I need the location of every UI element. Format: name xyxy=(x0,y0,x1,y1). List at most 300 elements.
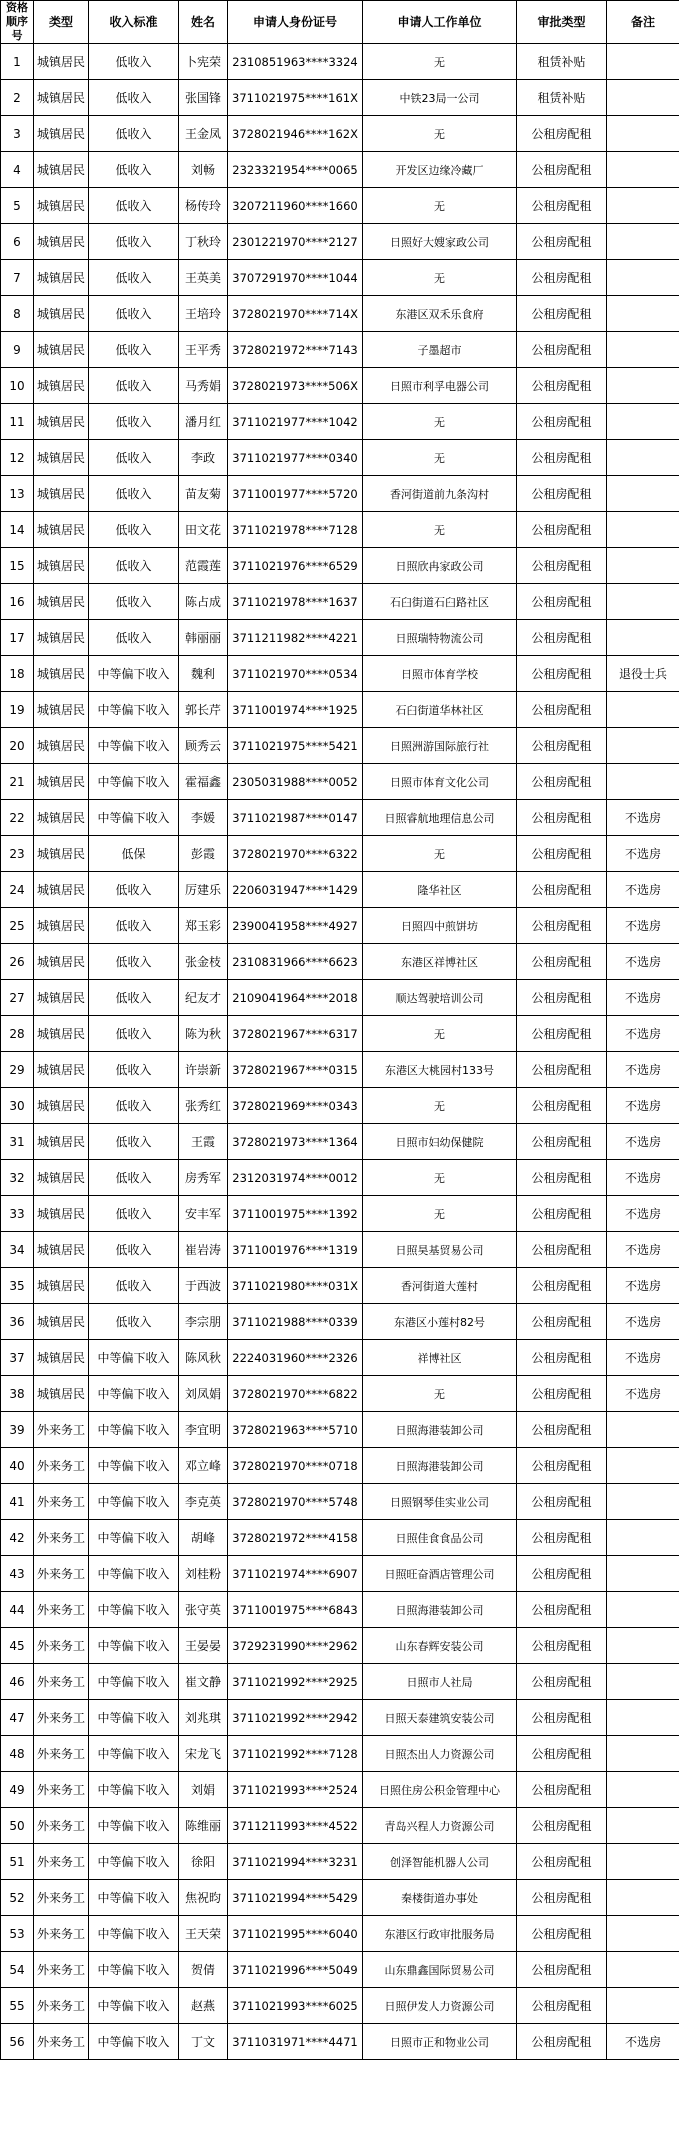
seq-cell: 30 xyxy=(1,1088,34,1124)
id-cell: 3728021970****6822 xyxy=(228,1376,363,1412)
id-cell: 2109041964****2018 xyxy=(228,980,363,1016)
employer-cell: 日照旺奋酒店管理公司 xyxy=(363,1556,517,1592)
remark-cell xyxy=(607,1736,679,1772)
approval-cell: 公租房配租 xyxy=(517,1484,607,1520)
income-cell: 低收入 xyxy=(89,512,179,548)
type-cell: 城镇居民 xyxy=(34,332,89,368)
table-row xyxy=(1,1052,679,1088)
id-cell: 2310851963****3324 xyxy=(228,44,363,80)
income-cell: 低收入 xyxy=(89,1124,179,1160)
table-row xyxy=(1,764,679,800)
income-cell: 中等偏下收入 xyxy=(89,1412,179,1448)
type-cell: 城镇居民 xyxy=(34,44,89,80)
id-cell: 3711021977****1042 xyxy=(228,404,363,440)
income-cell: 低收入 xyxy=(89,980,179,1016)
employer-cell: 中铁23局一公司 xyxy=(363,80,517,116)
remark-cell: 不选房 xyxy=(607,1196,679,1232)
col-header-name: 姓名 xyxy=(179,1,228,44)
income-cell: 中等偏下收入 xyxy=(89,1628,179,1664)
approval-cell: 公租房配租 xyxy=(517,224,607,260)
approval-cell: 公租房配租 xyxy=(517,1736,607,1772)
seq-cell: 48 xyxy=(1,1736,34,1772)
name-cell: 王天荣 xyxy=(179,1916,228,1952)
employer-cell: 日照伊发人力资源公司 xyxy=(363,1988,517,2024)
table-row xyxy=(1,692,679,728)
id-cell: 3711021975****161X xyxy=(228,80,363,116)
approval-cell: 公租房配租 xyxy=(517,512,607,548)
income-cell: 中等偏下收入 xyxy=(89,1916,179,1952)
seq-cell: 36 xyxy=(1,1304,34,1340)
seq-cell: 51 xyxy=(1,1844,34,1880)
remark-cell xyxy=(607,1916,679,1952)
id-cell: 3728021963****5710 xyxy=(228,1412,363,1448)
id-cell: 3711001975****6843 xyxy=(228,1592,363,1628)
income-cell: 中等偏下收入 xyxy=(89,1736,179,1772)
employer-cell: 石臼街道华林社区 xyxy=(363,692,517,728)
table-row xyxy=(1,1808,679,1844)
remark-cell: 不选房 xyxy=(607,1232,679,1268)
header-row xyxy=(1,1,679,44)
id-cell: 3711001976****1319 xyxy=(228,1232,363,1268)
col-header-income: 收入标准 xyxy=(89,1,179,44)
approval-cell: 公租房配租 xyxy=(517,836,607,872)
income-cell: 中等偏下收入 xyxy=(89,692,179,728)
type-cell: 外来务工 xyxy=(34,2024,89,2060)
employer-cell: 无 xyxy=(363,1196,517,1232)
type-cell: 外来务工 xyxy=(34,1988,89,2024)
seq-cell: 9 xyxy=(1,332,34,368)
approval-cell: 公租房配租 xyxy=(517,1880,607,1916)
name-cell: 霍福鑫 xyxy=(179,764,228,800)
table-row xyxy=(1,1268,679,1304)
id-cell: 2206031947****1429 xyxy=(228,872,363,908)
remark-cell xyxy=(607,116,679,152)
remark-cell: 不选房 xyxy=(607,1160,679,1196)
employer-cell: 无 xyxy=(363,188,517,224)
remark-cell xyxy=(607,368,679,404)
income-cell: 中等偏下收入 xyxy=(89,1592,179,1628)
income-cell: 低收入 xyxy=(89,1232,179,1268)
name-cell: 王平秀 xyxy=(179,332,228,368)
name-cell: 王培玲 xyxy=(179,296,228,332)
income-cell: 中等偏下收入 xyxy=(89,800,179,836)
approval-cell: 公租房配租 xyxy=(517,728,607,764)
employer-cell: 东港区小莲村82号 xyxy=(363,1304,517,1340)
name-cell: 许崇新 xyxy=(179,1052,228,1088)
id-cell: 3711021992****2925 xyxy=(228,1664,363,1700)
remark-cell xyxy=(607,44,679,80)
income-cell: 中等偏下收入 xyxy=(89,1340,179,1376)
col-header-type: 类型 xyxy=(34,1,89,44)
table-row xyxy=(1,1916,679,1952)
table-row xyxy=(1,44,679,80)
type-cell: 外来务工 xyxy=(34,1520,89,1556)
table-row xyxy=(1,404,679,440)
income-cell: 中等偏下收入 xyxy=(89,1520,179,1556)
income-cell: 中等偏下收入 xyxy=(89,1448,179,1484)
approval-cell: 公租房配租 xyxy=(517,620,607,656)
employer-cell: 香河街道大莲村 xyxy=(363,1268,517,1304)
name-cell: 焦祝昀 xyxy=(179,1880,228,1916)
seq-cell: 25 xyxy=(1,908,34,944)
employer-cell: 无 xyxy=(363,260,517,296)
seq-cell: 42 xyxy=(1,1520,34,1556)
employer-cell: 日照杰出人力资源公司 xyxy=(363,1736,517,1772)
id-cell: 3728021970****6322 xyxy=(228,836,363,872)
approval-cell: 公租房配租 xyxy=(517,944,607,980)
table-row xyxy=(1,1340,679,1376)
approval-cell: 公租房配租 xyxy=(517,1808,607,1844)
seq-cell: 8 xyxy=(1,296,34,332)
seq-cell: 41 xyxy=(1,1484,34,1520)
type-cell: 外来务工 xyxy=(34,1808,89,1844)
type-cell: 外来务工 xyxy=(34,1772,89,1808)
employer-cell: 日照四中煎饼坊 xyxy=(363,908,517,944)
employer-cell: 隆华社区 xyxy=(363,872,517,908)
income-cell: 中等偏下收入 xyxy=(89,1700,179,1736)
employer-cell: 山东春辉安装公司 xyxy=(363,1628,517,1664)
income-cell: 中等偏下收入 xyxy=(89,1844,179,1880)
seq-cell: 37 xyxy=(1,1340,34,1376)
id-cell: 3711021987****0147 xyxy=(228,800,363,836)
name-cell: 邓立峰 xyxy=(179,1448,228,1484)
remark-cell: 不选房 xyxy=(607,1052,679,1088)
approval-cell: 公租房配租 xyxy=(517,1268,607,1304)
seq-cell: 10 xyxy=(1,368,34,404)
remark-cell: 不选房 xyxy=(607,1124,679,1160)
id-cell: 2310831966****6623 xyxy=(228,944,363,980)
type-cell: 城镇居民 xyxy=(34,116,89,152)
income-cell: 中等偏下收入 xyxy=(89,1808,179,1844)
approval-cell: 公租房配租 xyxy=(517,1628,607,1664)
remark-cell xyxy=(607,512,679,548)
employer-cell: 无 xyxy=(363,1088,517,1124)
seq-cell: 47 xyxy=(1,1700,34,1736)
approval-cell: 公租房配租 xyxy=(517,1952,607,1988)
id-cell: 2323321954****0065 xyxy=(228,152,363,188)
employer-cell: 日照市正和物业公司 xyxy=(363,2024,517,2060)
id-cell: 3711031971****4471 xyxy=(228,2024,363,2060)
income-cell: 低收入 xyxy=(89,548,179,584)
name-cell: 郭长芹 xyxy=(179,692,228,728)
approval-cell: 公租房配租 xyxy=(517,1988,607,2024)
seq-cell: 26 xyxy=(1,944,34,980)
type-cell: 城镇居民 xyxy=(34,836,89,872)
income-cell: 低收入 xyxy=(89,116,179,152)
approval-cell: 公租房配租 xyxy=(517,188,607,224)
employer-cell: 石臼街道石臼路社区 xyxy=(363,584,517,620)
employer-cell: 无 xyxy=(363,440,517,476)
remark-cell xyxy=(607,1628,679,1664)
seq-cell: 34 xyxy=(1,1232,34,1268)
employer-cell: 创泽智能机器人公司 xyxy=(363,1844,517,1880)
name-cell: 韩丽丽 xyxy=(179,620,228,656)
id-cell: 3711021976****6529 xyxy=(228,548,363,584)
income-cell: 中等偏下收入 xyxy=(89,1880,179,1916)
id-cell: 2224031960****2326 xyxy=(228,1340,363,1376)
approval-cell: 公租房配租 xyxy=(517,800,607,836)
employer-cell: 日照海港装卸公司 xyxy=(363,1448,517,1484)
id-cell: 3711021977****0340 xyxy=(228,440,363,476)
employer-cell: 日照瑞特物流公司 xyxy=(363,620,517,656)
employer-cell: 日照天泰建筑安装公司 xyxy=(363,1700,517,1736)
seq-cell: 23 xyxy=(1,836,34,872)
approval-cell: 公租房配租 xyxy=(517,1052,607,1088)
id-cell: 3711021993****2524 xyxy=(228,1772,363,1808)
table-row xyxy=(1,1736,679,1772)
type-cell: 城镇居民 xyxy=(34,980,89,1016)
remark-cell xyxy=(607,764,679,800)
approval-cell: 公租房配租 xyxy=(517,1232,607,1268)
type-cell: 城镇居民 xyxy=(34,80,89,116)
approval-cell: 公租房配租 xyxy=(517,1448,607,1484)
employer-cell: 开发区边缘冷藏厂 xyxy=(363,152,517,188)
approval-cell: 公租房配租 xyxy=(517,332,607,368)
name-cell: 李宜明 xyxy=(179,1412,228,1448)
name-cell: 刘娟 xyxy=(179,1772,228,1808)
name-cell: 赵燕 xyxy=(179,1988,228,2024)
remark-cell xyxy=(607,692,679,728)
type-cell: 外来务工 xyxy=(34,1700,89,1736)
table-row xyxy=(1,332,679,368)
seq-cell: 38 xyxy=(1,1376,34,1412)
seq-cell: 53 xyxy=(1,1916,34,1952)
table-row xyxy=(1,728,679,764)
id-cell: 3729231990****2962 xyxy=(228,1628,363,1664)
employer-cell: 日照市体育文化公司 xyxy=(363,764,517,800)
table-row xyxy=(1,1592,679,1628)
income-cell: 低收入 xyxy=(89,224,179,260)
income-cell: 低收入 xyxy=(89,260,179,296)
approval-cell: 公租房配租 xyxy=(517,1196,607,1232)
remark-cell xyxy=(607,1880,679,1916)
id-cell: 3711021988****0339 xyxy=(228,1304,363,1340)
id-cell: 3711021994****3231 xyxy=(228,1844,363,1880)
name-cell: 王英美 xyxy=(179,260,228,296)
approval-cell: 公租房配租 xyxy=(517,692,607,728)
approval-cell: 公租房配租 xyxy=(517,1700,607,1736)
type-cell: 外来务工 xyxy=(34,1448,89,1484)
remark-cell xyxy=(607,1556,679,1592)
income-cell: 低收入 xyxy=(89,1052,179,1088)
remark-cell xyxy=(607,1520,679,1556)
approval-cell: 公租房配租 xyxy=(517,1556,607,1592)
remark-cell xyxy=(607,1988,679,2024)
approval-cell: 公租房配租 xyxy=(517,260,607,296)
id-cell: 3207211960****1660 xyxy=(228,188,363,224)
name-cell: 范霞莲 xyxy=(179,548,228,584)
table-row xyxy=(1,1448,679,1484)
type-cell: 城镇居民 xyxy=(34,440,89,476)
table-row xyxy=(1,1016,679,1052)
table-row xyxy=(1,296,679,332)
table-row xyxy=(1,1196,679,1232)
type-cell: 城镇居民 xyxy=(34,1196,89,1232)
table-row xyxy=(1,1232,679,1268)
approval-cell: 公租房配租 xyxy=(517,1340,607,1376)
approval-cell: 公租房配租 xyxy=(517,1844,607,1880)
remark-cell xyxy=(607,1412,679,1448)
name-cell: 丁秋玲 xyxy=(179,224,228,260)
employer-cell: 日照睿航地理信息公司 xyxy=(363,800,517,836)
table-row xyxy=(1,152,679,188)
type-cell: 城镇居民 xyxy=(34,944,89,980)
type-cell: 城镇居民 xyxy=(34,188,89,224)
table-row xyxy=(1,2024,679,2060)
remark-cell: 不选房 xyxy=(607,1016,679,1052)
seq-cell: 45 xyxy=(1,1628,34,1664)
type-cell: 外来务工 xyxy=(34,1736,89,1772)
seq-cell: 54 xyxy=(1,1952,34,1988)
type-cell: 外来务工 xyxy=(34,1664,89,1700)
remark-cell xyxy=(607,152,679,188)
approval-cell: 公租房配租 xyxy=(517,1664,607,1700)
table-row xyxy=(1,1088,679,1124)
id-cell: 3711021974****6907 xyxy=(228,1556,363,1592)
name-cell: 田文花 xyxy=(179,512,228,548)
employer-cell: 日照海港装卸公司 xyxy=(363,1412,517,1448)
table-row xyxy=(1,224,679,260)
remark-cell xyxy=(607,728,679,764)
income-cell: 低收入 xyxy=(89,620,179,656)
name-cell: 潘月红 xyxy=(179,404,228,440)
col-header-employer: 申请人工作单位 xyxy=(363,1,517,44)
table-row xyxy=(1,368,679,404)
remark-cell xyxy=(607,296,679,332)
name-cell: 顾秀云 xyxy=(179,728,228,764)
id-cell: 3711021992****2942 xyxy=(228,1700,363,1736)
name-cell: 张秀红 xyxy=(179,1088,228,1124)
seq-cell: 31 xyxy=(1,1124,34,1160)
approval-cell: 公租房配租 xyxy=(517,440,607,476)
type-cell: 城镇居民 xyxy=(34,368,89,404)
type-cell: 城镇居民 xyxy=(34,872,89,908)
id-cell: 3728021967****6317 xyxy=(228,1016,363,1052)
remark-cell xyxy=(607,1484,679,1520)
table-row xyxy=(1,476,679,512)
remark-cell xyxy=(607,1448,679,1484)
employer-cell: 山东鼎鑫国际贸易公司 xyxy=(363,1952,517,1988)
income-cell: 低收入 xyxy=(89,440,179,476)
type-cell: 城镇居民 xyxy=(34,512,89,548)
type-cell: 城镇居民 xyxy=(34,548,89,584)
employer-cell: 日照海港装卸公司 xyxy=(363,1592,517,1628)
seq-cell: 5 xyxy=(1,188,34,224)
seq-cell: 22 xyxy=(1,800,34,836)
table-row xyxy=(1,944,679,980)
table-row xyxy=(1,1412,679,1448)
remark-cell xyxy=(607,224,679,260)
id-cell: 3728021970****714X xyxy=(228,296,363,332)
name-cell: 李媛 xyxy=(179,800,228,836)
remark-cell xyxy=(607,440,679,476)
table-row xyxy=(1,836,679,872)
remark-cell xyxy=(607,332,679,368)
approval-cell: 公租房配租 xyxy=(517,368,607,404)
remark-cell xyxy=(607,548,679,584)
income-cell: 低收入 xyxy=(89,404,179,440)
id-cell: 3711021978****7128 xyxy=(228,512,363,548)
name-cell: 徐阳 xyxy=(179,1844,228,1880)
employer-cell: 日照洲游国际旅行社 xyxy=(363,728,517,764)
id-cell: 3711001977****5720 xyxy=(228,476,363,512)
seq-cell: 56 xyxy=(1,2024,34,2060)
employer-cell: 秦楼街道办事处 xyxy=(363,1880,517,1916)
approval-cell: 公租房配租 xyxy=(517,1520,607,1556)
seq-cell: 50 xyxy=(1,1808,34,1844)
remark-cell xyxy=(607,80,679,116)
table-row xyxy=(1,548,679,584)
name-cell: 陈为秋 xyxy=(179,1016,228,1052)
id-cell: 3711021970****0534 xyxy=(228,656,363,692)
table-row xyxy=(1,512,679,548)
type-cell: 外来务工 xyxy=(34,1412,89,1448)
table-body xyxy=(1,44,679,2060)
type-cell: 城镇居民 xyxy=(34,728,89,764)
id-cell: 3711021978****1637 xyxy=(228,584,363,620)
id-cell: 3728021973****506X xyxy=(228,368,363,404)
name-cell: 房秀军 xyxy=(179,1160,228,1196)
remark-cell xyxy=(607,404,679,440)
col-header-approval: 审批类型 xyxy=(517,1,607,44)
name-cell: 陈风秋 xyxy=(179,1340,228,1376)
employer-cell: 日照好大嫂家政公司 xyxy=(363,224,517,260)
table-row xyxy=(1,1376,679,1412)
employer-cell: 无 xyxy=(363,1160,517,1196)
employer-cell: 子墨超市 xyxy=(363,332,517,368)
type-cell: 城镇居民 xyxy=(34,1304,89,1340)
type-cell: 外来务工 xyxy=(34,1844,89,1880)
table-row xyxy=(1,188,679,224)
seq-cell: 11 xyxy=(1,404,34,440)
approval-cell: 公租房配租 xyxy=(517,584,607,620)
col-header-id: 申请人身份证号 xyxy=(228,1,363,44)
approval-cell: 公租房配租 xyxy=(517,296,607,332)
remark-cell: 不选房 xyxy=(607,1268,679,1304)
income-cell: 低收入 xyxy=(89,44,179,80)
income-cell: 中等偏下收入 xyxy=(89,1772,179,1808)
table-row xyxy=(1,1988,679,2024)
employer-cell: 无 xyxy=(363,1376,517,1412)
seq-cell: 3 xyxy=(1,116,34,152)
type-cell: 城镇居民 xyxy=(34,764,89,800)
seq-cell: 35 xyxy=(1,1268,34,1304)
name-cell: 刘桂粉 xyxy=(179,1556,228,1592)
income-cell: 低收入 xyxy=(89,188,179,224)
table-row xyxy=(1,1880,679,1916)
name-cell: 杨传玲 xyxy=(179,188,228,224)
approval-cell: 公租房配租 xyxy=(517,1376,607,1412)
name-cell: 安丰军 xyxy=(179,1196,228,1232)
seq-cell: 52 xyxy=(1,1880,34,1916)
type-cell: 外来务工 xyxy=(34,1880,89,1916)
type-cell: 城镇居民 xyxy=(34,1376,89,1412)
name-cell: 刘兆琪 xyxy=(179,1700,228,1736)
employer-cell: 日照钢琴佳实业公司 xyxy=(363,1484,517,1520)
table-row xyxy=(1,1304,679,1340)
seq-cell: 17 xyxy=(1,620,34,656)
seq-cell: 43 xyxy=(1,1556,34,1592)
id-cell: 2305031988****0052 xyxy=(228,764,363,800)
employer-cell: 东港区大桃园村133号 xyxy=(363,1052,517,1088)
name-cell: 于西波 xyxy=(179,1268,228,1304)
type-cell: 外来务工 xyxy=(34,1916,89,1952)
seq-cell: 21 xyxy=(1,764,34,800)
remark-cell: 不选房 xyxy=(607,944,679,980)
id-cell: 3728021969****0343 xyxy=(228,1088,363,1124)
seq-cell: 32 xyxy=(1,1160,34,1196)
id-cell: 3711021995****6040 xyxy=(228,1916,363,1952)
